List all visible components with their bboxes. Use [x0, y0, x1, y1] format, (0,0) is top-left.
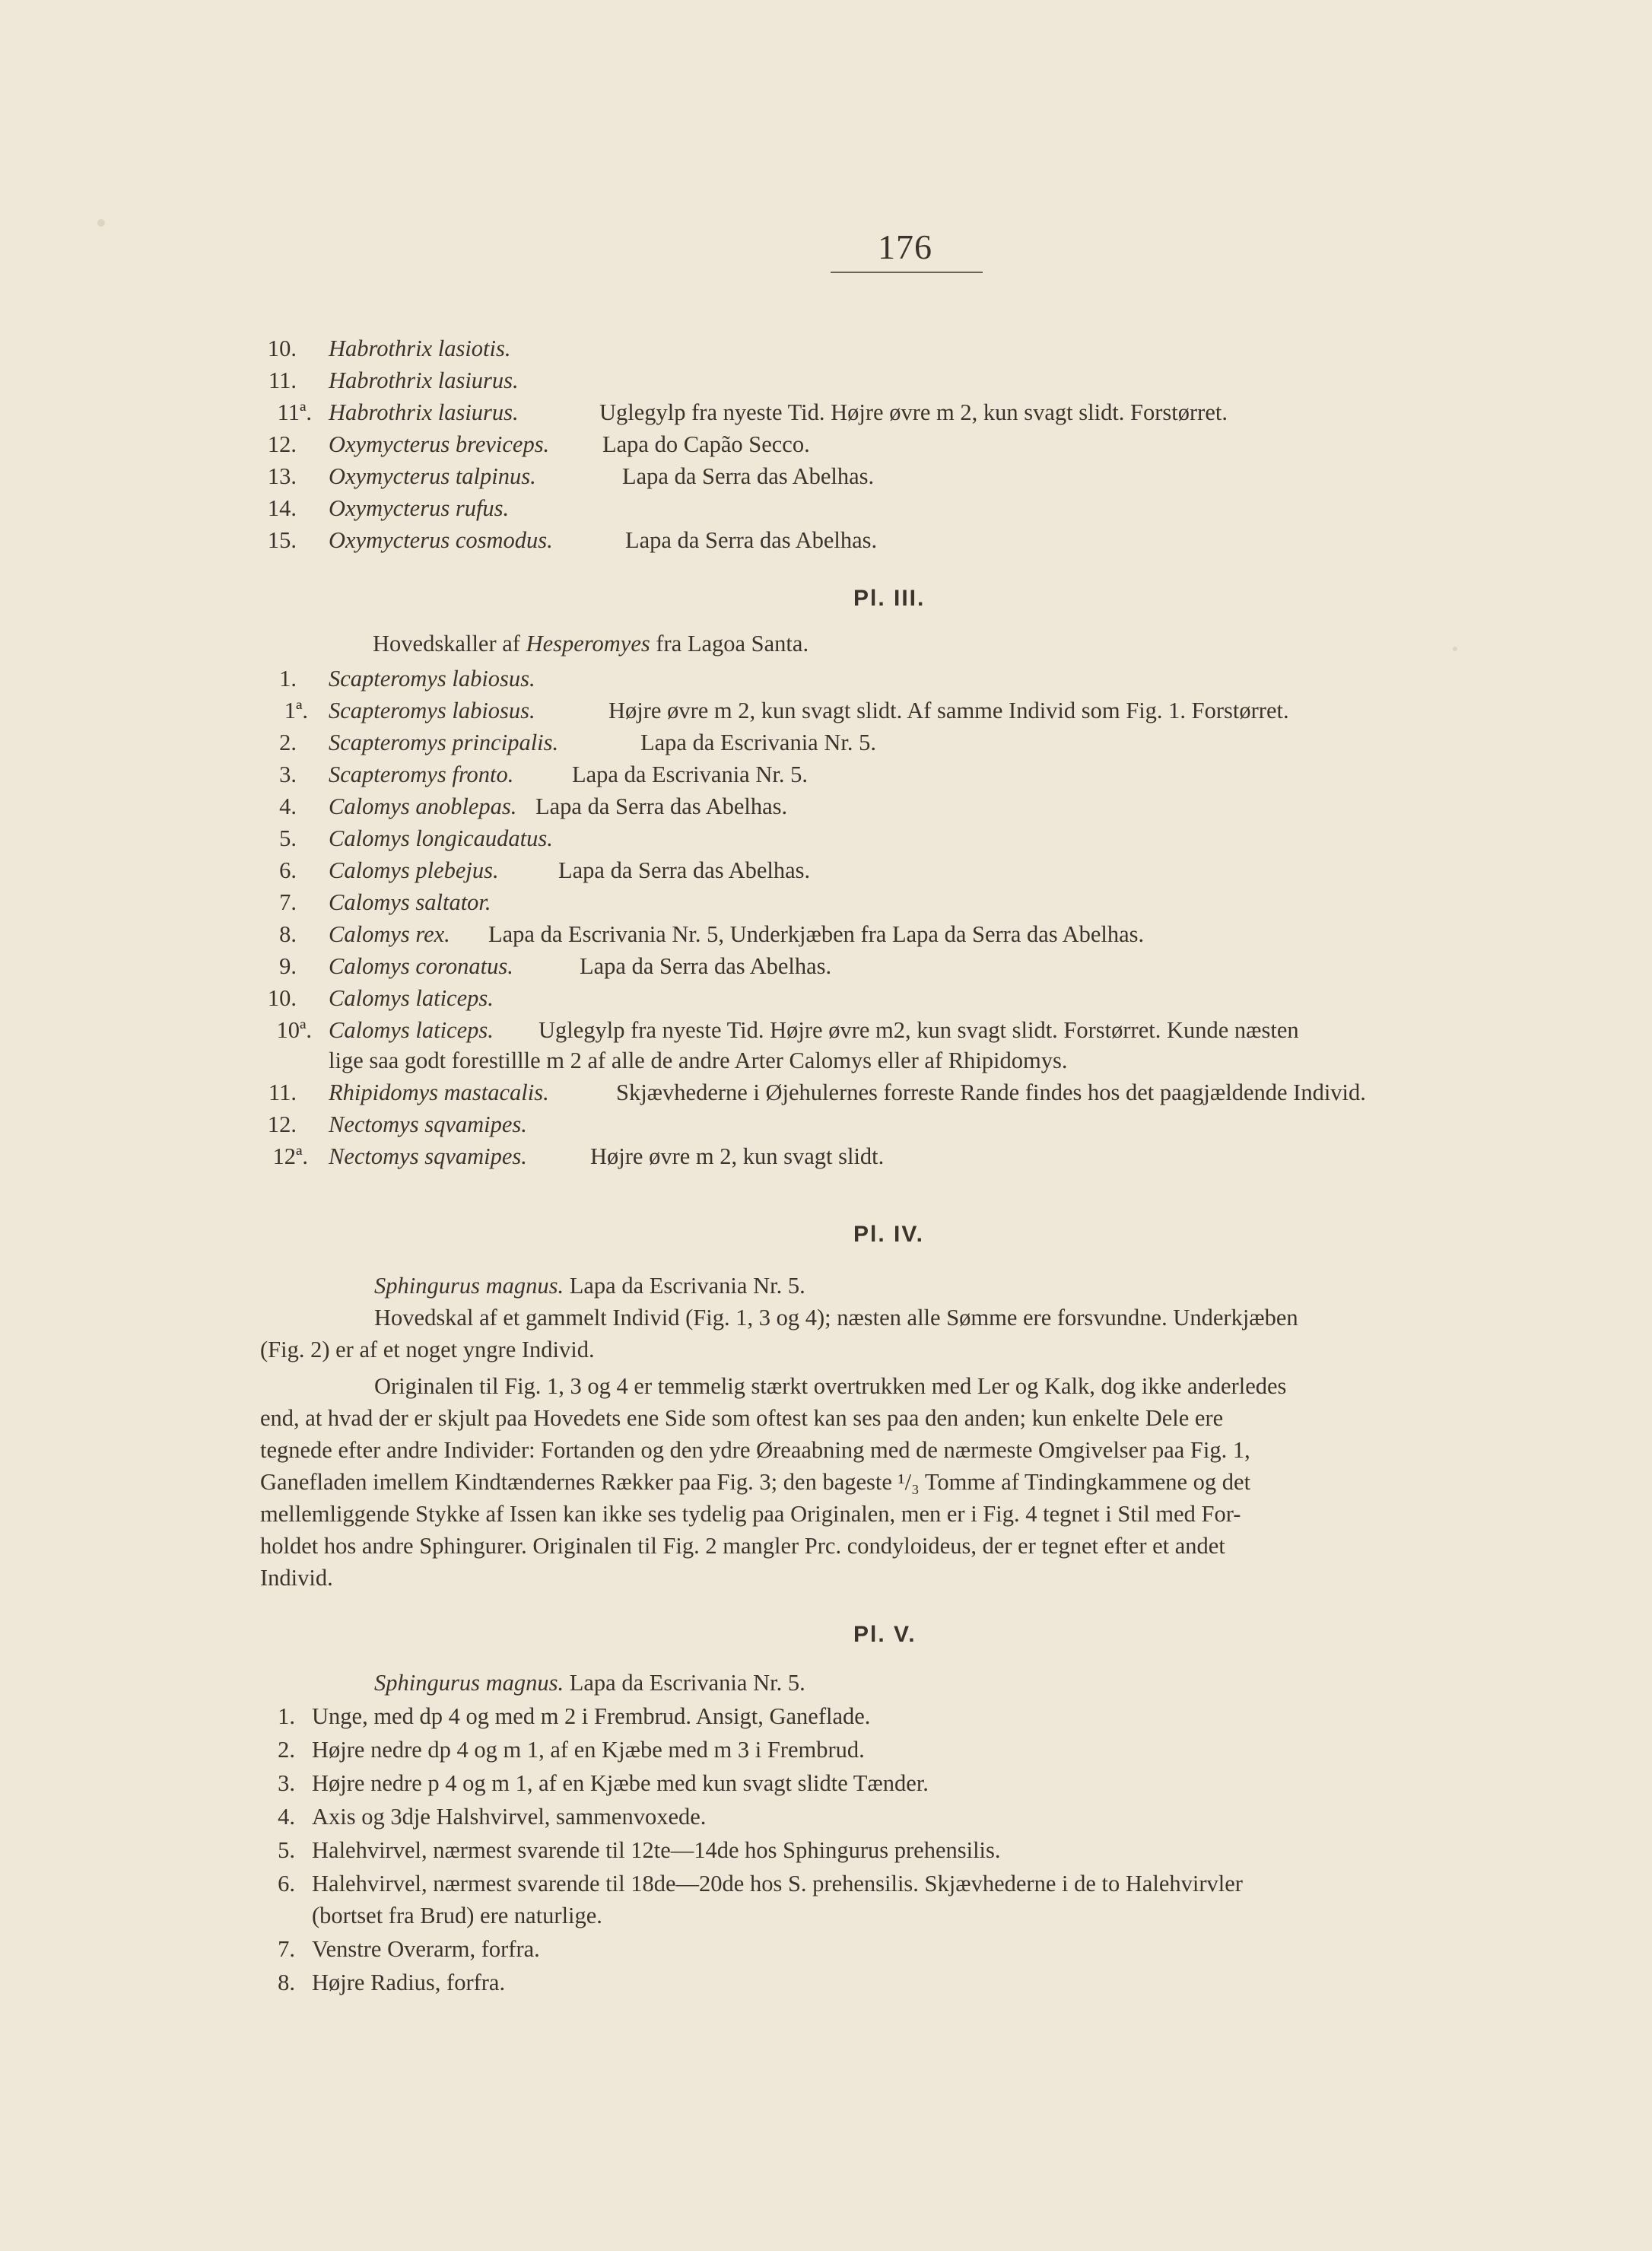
item-number: 11. — [268, 367, 297, 393]
species-name: Calomys longicaudatus. — [329, 825, 553, 851]
item-number: 8. — [279, 921, 297, 947]
item-text: Højre Radius, forfra. — [312, 1970, 506, 1995]
species-name: Oxymycterus breviceps. — [329, 431, 550, 457]
item-note: Lapa da Serra das Abelhas. — [622, 463, 875, 489]
item-number: 14. — [267, 495, 297, 521]
item-number: 13. — [267, 463, 297, 489]
item-number: 2. — [279, 730, 297, 755]
plate-3-intro — [373, 628, 809, 659]
item-note: Lapa da Escrivania Nr. 5. — [572, 761, 808, 787]
item-note: lige saa godt forestillle m 2 af alle de andre Arter Calomys eller af Rhipidomys. — [329, 1048, 1068, 1073]
species-name: Habrothrix lasiurus. — [329, 399, 519, 425]
item-number: 2. — [278, 1737, 295, 1763]
species-name: Rhipidomys mastacalis. — [329, 1079, 549, 1105]
item-number: 4. — [279, 793, 297, 819]
paragraph-line: Hovedskal af et gammelt Individ (Fig. 1, 3 og 4); næsten alle Sømme ere forsvundne. Underkjæben — [374, 1305, 1298, 1331]
species-name: Calomys laticeps. — [329, 985, 494, 1011]
item-note: Lapa da Serra das Abelhas. — [535, 793, 788, 819]
species-name: Habrothrix lasiotis. — [329, 335, 511, 361]
item-number: 11ª. — [277, 399, 312, 425]
species-name: Calomys rex. — [329, 921, 450, 947]
item-note: Lapa do Capão Secco. — [602, 431, 810, 457]
item-note: Højre øvre m 2, kun svagt slidt. Af samme Individ som Fig. 1. Forstørret. — [608, 698, 1289, 723]
item-text: Halehvirvel, nærmest svarende til 18de—20de hos S. prehensilis. Skjævhederne i de to Halehvirvler — [312, 1871, 1243, 1896]
item-note: Uglegylp fra nyeste Tid. Højre øvre m 2, kun svagt slidt. Forstørret. — [599, 399, 1228, 425]
species-name: Oxymycterus talpinus. — [329, 463, 536, 489]
item-number: 12ª. — [272, 1143, 308, 1169]
item-text: Halehvirvel, nærmest svarende til 12te—14de hos Sphingurus prehensilis. — [312, 1837, 1001, 1863]
item-note: Højre øvre m 2, kun svagt slidt. — [590, 1143, 885, 1169]
item-text: Axis og 3dje Halshvirvel, sammenvoxede. — [312, 1804, 707, 1830]
locality: Lapa da Escrivania Nr. 5. — [569, 1670, 805, 1696]
item-number: 10. — [267, 335, 297, 361]
item-text: Højre nedre p 4 og m 1, af en Kjæbe med kun svagt slidte Tænder. — [312, 1770, 929, 1796]
paragraph-line: mellemliggende Stykke af Issen kan ikke ses tydelig paa Originalen, men er i Fig. 4 tegnet i Stil med For- — [260, 1501, 1241, 1527]
plate-5-species-line — [374, 1668, 805, 1698]
species-name: Scapteromys principalis. — [329, 730, 559, 755]
paragraph-line: Ganefladen imellem Kindtændernes Rækker paa Fig. 3; den bageste ¹/₃ Tomme af Tindingkammene og det — [260, 1469, 1251, 1495]
item-text: Venstre Overarm, forfra. — [312, 1936, 540, 1962]
item-number: 3. — [279, 761, 297, 787]
item-note: Lapa da Serra das Abelhas. — [558, 857, 811, 883]
species-name: Scapteromys labiosus. — [329, 666, 535, 692]
item-number: 8. — [278, 1970, 295, 1995]
paragraph-line: Individ. — [260, 1565, 333, 1591]
item-number: 10. — [267, 985, 297, 1011]
item-number: 7. — [279, 889, 297, 915]
species-name: Calomys anoblepas. — [329, 793, 517, 819]
species-name: Habrothrix lasiurus. — [329, 367, 519, 393]
item-number: 7. — [278, 1936, 295, 1962]
item-number: 3. — [278, 1770, 295, 1796]
item-number: 4. — [278, 1804, 295, 1830]
intro-text: Hovedskaller af — [373, 631, 526, 657]
species-name: Nectomys sqvamipes. — [329, 1111, 527, 1137]
item-number: 11. — [268, 1079, 297, 1105]
species-name: Oxymycterus rufus. — [329, 495, 510, 521]
paragraph-line: Originalen til Fig. 1, 3 og 4 er temmelig stærkt overtrukken med Ler og Kalk, dog ikke anderledes — [374, 1373, 1287, 1399]
item-text: Højre nedre dp 4 og m 1, af en Kjæbe med m 3 i Frembrud. — [312, 1737, 865, 1763]
species-name: Oxymycterus cosmodus. — [329, 527, 553, 553]
item-note: Lapa da Escrivania Nr. 5. — [640, 730, 876, 755]
paragraph-line: tegnede efter andre Individer: Fortanden og den ydre Øreaabning med de nærmeste Omgivelser paa Fig. 1, — [260, 1437, 1250, 1463]
item-number: 1. — [278, 1703, 295, 1729]
item-note: Lapa da Escrivania Nr. 5, Underkjæben fra Lapa da Serra das Abelhas. — [488, 921, 1145, 947]
intro-text-end: fra Lagoa Santa. — [650, 631, 809, 657]
paragraph-line: holdet hos andre Sphingurer. Originalen til Fig. 2 mangler Prc. condyloideus, der er tegnet efter et andet — [260, 1533, 1225, 1559]
page-number: 176 — [878, 227, 932, 266]
item-number: 1. — [279, 666, 297, 692]
locality: Lapa da Escrivania Nr. 5. — [569, 1273, 805, 1299]
species-name: Calomys saltator. — [329, 889, 491, 915]
species-name: Scapteromys fronto. — [329, 761, 514, 787]
species-name: Scapteromys labiosus. — [329, 698, 535, 723]
plate-4-heading: Pl. IV. — [853, 1222, 924, 1247]
item-number: 6. — [279, 857, 297, 883]
item-number: 6. — [278, 1871, 295, 1896]
intro-genus: Hesperomyes — [526, 631, 650, 657]
item-note: Skjævhederne i Øjehulernes forreste Rande findes hos det paagjældende Individ. — [616, 1079, 1366, 1105]
item-number: 10ª. — [276, 1017, 312, 1043]
species-name: Sphingurus magnus. — [374, 1273, 564, 1299]
item-note: Lapa da Serra das Abelhas. — [580, 953, 832, 979]
species-name: Calomys laticeps. — [329, 1017, 494, 1043]
plate-5-heading: Pl. V. — [853, 1622, 917, 1647]
plate-4-species-line — [374, 1270, 805, 1301]
species-name: Nectomys sqvamipes. — [329, 1143, 527, 1169]
item-number: 15. — [267, 527, 297, 553]
item-number: 5. — [278, 1837, 295, 1863]
item-number: 9. — [279, 953, 297, 979]
item-text: (bortset fra Brud) ere naturlige. — [312, 1903, 602, 1928]
item-number: 12. — [267, 1111, 297, 1137]
item-note: Uglegylp fra nyeste Tid. Højre øvre m2, kun svagt slidt. Forstørret. Kunde næsten — [538, 1017, 1299, 1043]
species-name: Calomys coronatus. — [329, 953, 513, 979]
item-number: 1ª. — [284, 698, 308, 723]
paper-speck — [1453, 647, 1457, 651]
plate-3-heading: Pl. III. — [853, 586, 926, 611]
item-number: 12. — [267, 431, 297, 457]
species-name: Calomys plebejus. — [329, 857, 499, 883]
species-name: Sphingurus magnus. — [374, 1670, 564, 1696]
item-text: Unge, med dp 4 og med m 2 i Frembrud. Ansigt, Ganeflade. — [312, 1703, 871, 1729]
item-note: Lapa da Serra das Abelhas. — [625, 527, 878, 553]
paragraph-line: (Fig. 2) er af et noget yngre Individ. — [260, 1337, 595, 1362]
item-number: 5. — [279, 825, 297, 851]
paragraph-line: end, at hvad der er skjult paa Hovedets ene Side som oftest kan ses paa den anden; kun enkelte Dele ere — [260, 1405, 1224, 1431]
